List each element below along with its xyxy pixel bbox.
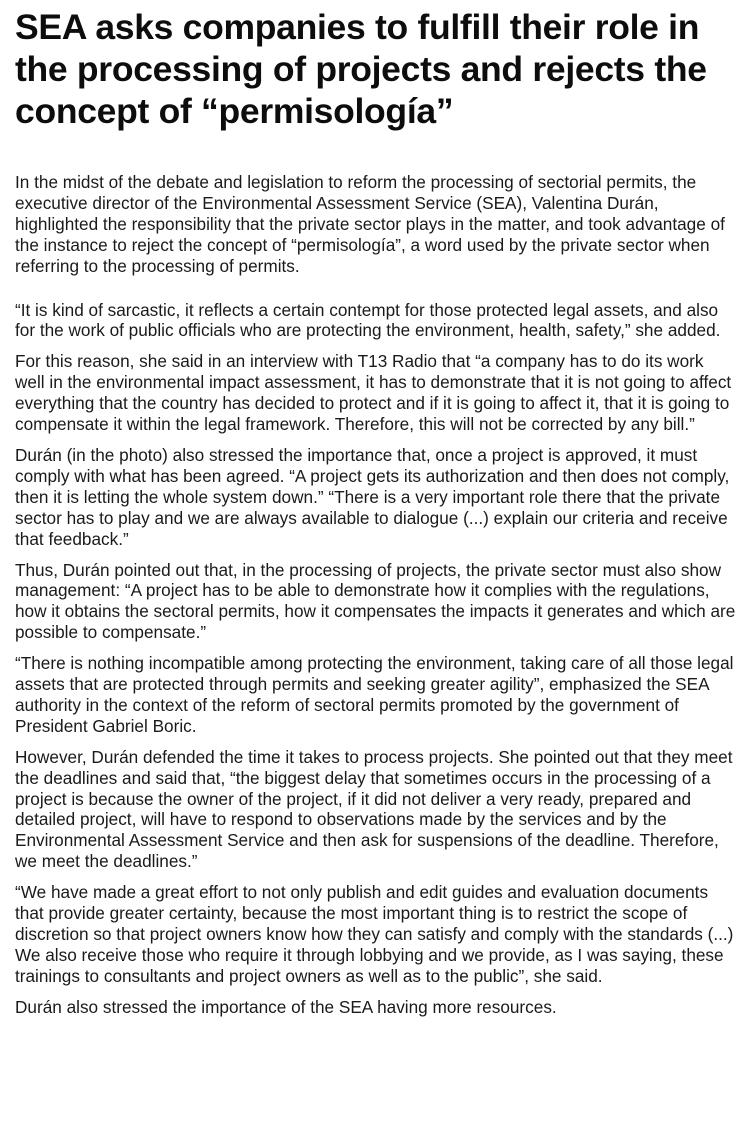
article-paragraph: “It is kind of sarcastic, it reflects a certain contempt for those protected legal assets, and also for the work of public officials who are protecting the environment, health, safety,” she added. (15, 299, 721, 341)
article-paragraph: In the midst of the debate and legislation to reform the processing of sectorial permits, the executive director of the Environmental Assessment Service (SEA), Valentina Durán, highlighted the responsibility that the private sector plays in the matter, and took advantage of the instance to reject the concept of “permisología”, a word used by the private sector when referring to the processing of permits. (15, 172, 725, 276)
article-paragraph: Durán also stressed the importance of the SEA having more resources. (15, 996, 557, 1017)
article-paragraph: However, Durán defended the time it takes to process projects. She pointed out that they meet the deadlines and said that, “the biggest delay that sometimes occurs in the processing of a project is because the owner of the project, if it did not deliver a very ready, prepared and detailed project, will have to respond to observations made by the services and by the Environmental Assessment Service and then ask for suspensions of the deadline. Therefore, we meet the deadlines.” (15, 746, 733, 872)
article-paragraph: Thus, Durán pointed out that, in the processing of projects, the private sector must also show management: “A project has to be able to demonstrate how it complies with the regulations, how it obtains the sectoral permits, how it compensates the impacts it generates and which are possible to compensate.” (15, 559, 736, 643)
article-paragraph: For this reason, she said in an interview with T13 Radio that “a company has to do its work well in the environmental impact assessment, it has to demonstrate that it is not going to affect everything that the country has decided to protect and if it is going to affect it, that it is going to compensate it within the legal framework. Therefore, this will not be corrected by any bill.” (15, 351, 732, 435)
article-headline: SEA asks companies to fulfill their role in the processing of projects and rejects the concept of “permisología” (15, 7, 707, 131)
article-paragraph: “There is nothing incompatible among protecting the environment, taking care of all those legal assets that are protected through permits and seeking greater agility”, emphasized the SEA authority in the context of the reform of sectoral permits promoted by the government of President Gabriel Boric. (15, 653, 734, 736)
article-body (15, 172, 736, 1018)
article-paragraph: Durán (in the photo) also stressed the importance that, once a project is approved, it must comply with what has been agreed. “A project gets its authorization and then does not comply, then it is letting the whole system down.” “There is a very important role there that the private sector has to play and we are always available to dialogue (...) explain our criteria and receive that feedback.” (15, 444, 730, 549)
article-paragraph: “We have made a great effort to not only publish and edit guides and evaluation documents that provide greater certainty, because the most important thing is to restrict the scope of discretion so that project owners know how they can satisfy and comply with the standards (...) We also receive those who require it through lobbying and we provide, as I was saying, these trainings to consultants and project owners as well as to the public”, she said. (15, 882, 734, 986)
